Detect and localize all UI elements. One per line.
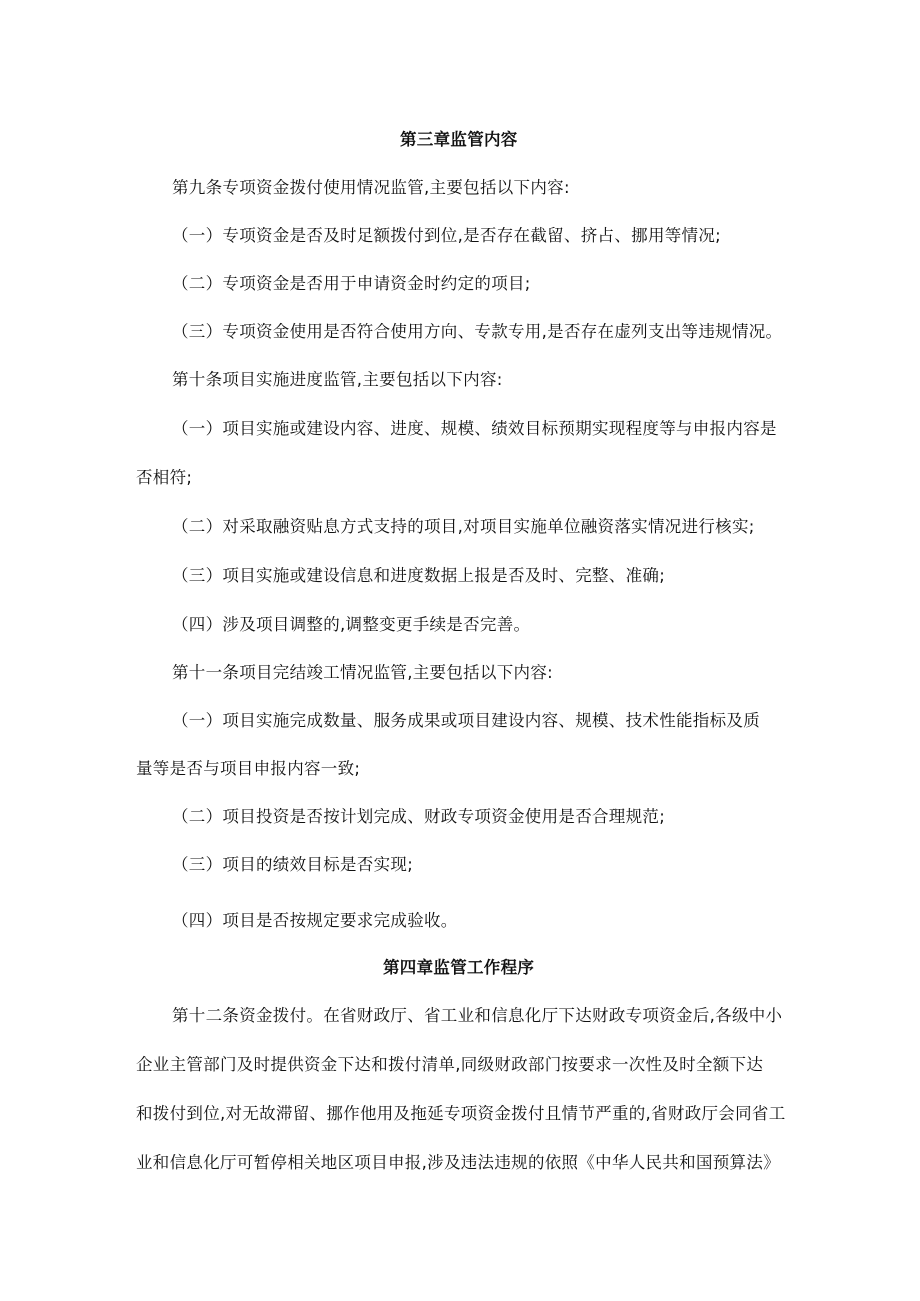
article12-line-4: 业和信息化厅可暂停相关地区项目申报,涉及违法违规的依照《中华人民共和国预算法》 <box>136 1153 780 1172</box>
article10-item-2: （二）对采取融资贴息方式支持的项目,对项目实施单位融资落实情况进行核实; <box>172 517 755 536</box>
article10-item-1-line-1: （一）项目实施或建设内容、进度、规模、绩效目标预期实现程度等与申报内容是 <box>172 419 777 438</box>
article12-line-3: 和拨付到位,对无故滞留、挪作他用及拖延专项资金拨付且情节严重的,省财政厅会同省工 <box>136 1104 786 1123</box>
article10-intro: 第十条项目实施进度监管,主要包括以下内容: <box>172 370 503 389</box>
article9-intro: 第九条专项资金拨付使用情况监管,主要包括以下内容: <box>172 178 570 197</box>
article9-item-1: （一）专项资金是否及时足额拨付到位,是否存在截留、挤占、挪用等情况; <box>172 226 722 245</box>
article12-line-1: 第十二条资金拨付。在省财政厅、省工业和信息化厅下达财政专项资金后,各级中小 <box>172 1006 783 1025</box>
article11-item-1-line-1: （一）项目实施完成数量、服务成果或项目建设内容、规模、技术性能指标及质 <box>172 711 760 730</box>
article11-item-1-line-2: 量等是否与项目申报内容一致; <box>136 759 361 778</box>
article9-item-2: （二）专项资金是否用于申请资金时约定的项目; <box>172 274 531 293</box>
chapter3-heading: 第三章监管内容 <box>400 130 518 149</box>
article10-item-1-line-2: 否相符; <box>136 468 193 487</box>
article10-item-3: （三）项目实施或建设信息和进度数据上报是否及时、完整、准确; <box>172 566 666 585</box>
article11-item-4: （四）项目是否按规定要求完成验收。 <box>172 911 458 930</box>
article9-item-3: （三）专项资金使用是否符合使用方向、专款专用,是否存在虚列支出等违规情况。 <box>172 322 783 341</box>
article11-item-2: （二）项目投资是否按计划完成、财政专项资金使用是否合理规范; <box>172 807 666 826</box>
chapter4-heading: 第四章监管工作程序 <box>383 958 535 977</box>
article11-intro: 第十一条项目完结竣工情况监管,主要包括以下内容: <box>172 663 554 682</box>
article10-item-4: （四）涉及项目调整的,调整变更手续是否完善。 <box>172 615 531 634</box>
article11-item-3: （三）项目的绩效目标是否实现; <box>172 855 414 874</box>
article12-line-2: 企业主管部门及时提供资金下达和拨付清单,同级财政部门按要求一次性及时全额下达 <box>136 1055 764 1074</box>
